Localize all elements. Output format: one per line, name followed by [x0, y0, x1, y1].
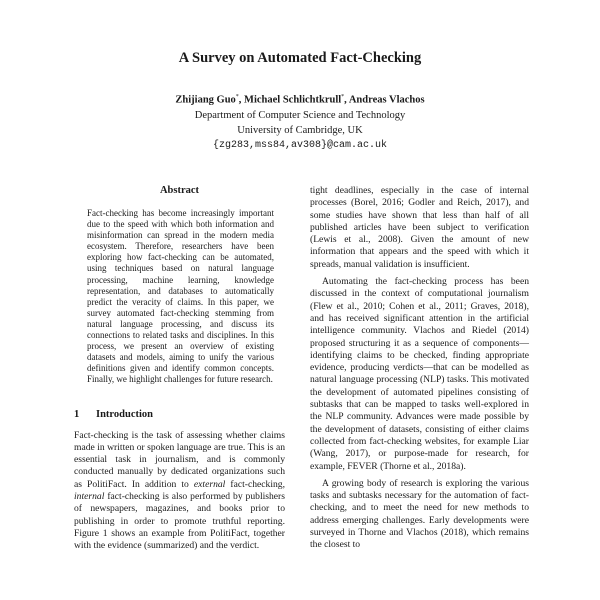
- abstract-text: Fact-checking has become increasingly important due to the speed with which both information and misinformation can spread in the modern media ecosystem. Therefore, researchers have been exploring how fact-checking can be automated, using techniques based on natural language processing, machine learning, knowledge representation, and databases to automatically predict the veracity of claims. In this paper, we survey automated fact-checking stemming from natural language processing, and discuss its connections to related tasks and disciplines. In this process, we present an overview of existing datasets and models, aiming to unify the various definitions given and identify common concepts. Finally, we highlight challenges for future research.: [87, 208, 274, 385]
- author-separator: ,: [344, 94, 349, 106]
- intro-text-end: fact-checking is also performed by publishers of newspapers, magazines, and books prior to publishing in order to promote truthful reporting. Figure 1 shows an example from PolitiFact, together with the evidence (summarized) and the verdict.: [74, 490, 285, 552]
- section-title: Introduction: [96, 408, 153, 420]
- author-name: Michael Schlichtkrull: [244, 94, 342, 106]
- right-paragraph-2: Automating the fact-checking process has been discussed in the context of computational journalism (Flew et al., 2010; Cohen et al., 2011; Graves, 2018), and has received significant attention in the artificial intelligence community. Vlachos and Riedel (2014) proposed structuring it as a sequence of components—identifying claims to be checked, finding appropriate evidence, producing verdicts—that can be modelled as natural language processing (NLP) tasks. This motivated the development of automated pipelines consisting of subtasks that can be mapped to tasks well-explored in the NLP community. Advances were made possible by the development of datasets, consisting of either claims collected from fact-checking websites, for example Liar (Wang, 2017), or purpose-made for research, for example, FEVER (Thorne et al., 2018a).: [310, 276, 529, 472]
- introduction-paragraph: [74, 430, 285, 553]
- right-column: [310, 185, 529, 552]
- section-number: 1: [74, 408, 80, 420]
- author-separator: ,: [238, 94, 245, 106]
- author-email: {zg283,mss84,av308}@cam.ac.uk: [212, 140, 388, 151]
- intro-emphasis-external: external: [193, 478, 226, 490]
- paper-title: A Survey on Automated Fact-Checking: [178, 50, 422, 66]
- author-name: Andreas Vlachos: [348, 94, 425, 106]
- author-mark: *: [341, 94, 345, 100]
- author-mark: *: [235, 94, 239, 100]
- section-heading-introduction: [74, 409, 285, 420]
- author-name: Zhijiang Guo: [175, 94, 236, 106]
- affiliation-university: University of Cambridge, UK: [237, 125, 363, 136]
- affiliation-department: Department of Computer Science and Technology: [194, 110, 406, 121]
- right-paragraph-3: A growing body of research is exploring the various tasks and subtasks necessary for the automation of fact-checking, and to meet the need for new methods to address emerging challenges. Early developments were surveyed in Thorne and Vlachos (2018), which remains the closest to: [310, 477, 529, 551]
- abstract-heading: Abstract: [159, 185, 200, 196]
- intro-emphasis-internal: internal: [74, 490, 105, 502]
- author-list: [0, 94, 600, 106]
- right-paragraph-1: tight deadlines, especially in the case of internal processes (Borel, 2016; Godler and Reich, 2017), and some studies have shown that less than half of all published articles have been subject to verification (Lewis et al., 2008). Given the amount of new information that appears and the speed with which it spreads, manual validation is insufficient.: [310, 185, 529, 270]
- left-column: [74, 185, 285, 552]
- intro-text-start: Fact-checking is the task of assessing whether claims made in written or spoken language are true. This is an essential task in journalism, and is commonly conducted manually by dedicated organizations such as PolitiFact. In addition to: [74, 429, 285, 490]
- intro-text-mid: fact-checking,: [225, 478, 286, 490]
